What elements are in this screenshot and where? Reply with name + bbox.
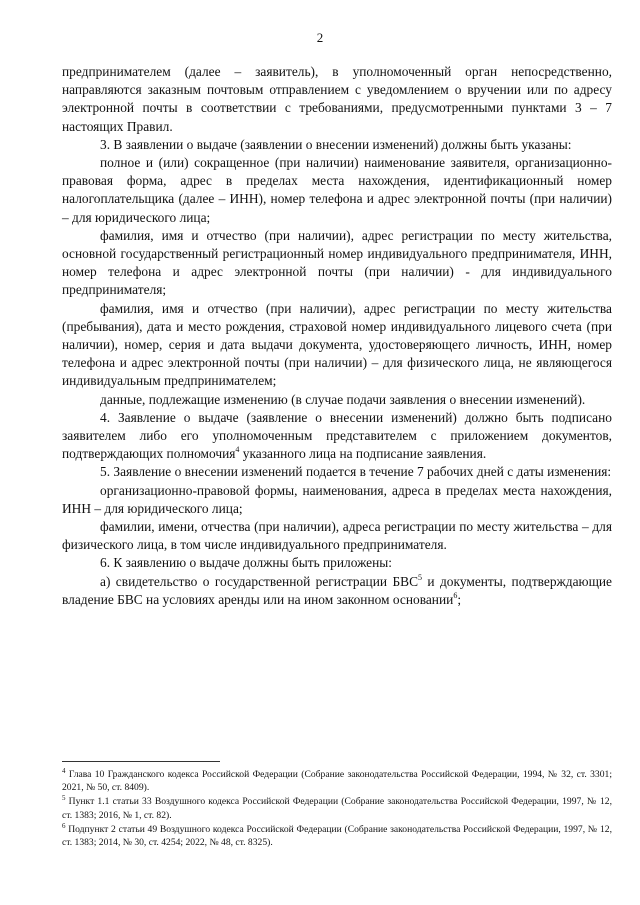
page-number: 2 — [316, 30, 324, 45]
document-body — [62, 63, 612, 609]
footnote-4: $^4$ Глава 10 Гражданского кодекса Российской Федерации (Собрание законодательства Российской Федерации, 1994, № 32, ст. 3301; 2021, № 50, ст. 8409). — [62, 767, 612, 794]
footnote-ref-6: 6 — [453, 590, 458, 600]
paragraph-section-4: 4. Заявление о выдаче (заявление о внесении изменений) должно быть подписано заявителем либо его уполномоченным представителем с приложением документов, подтверждающих полномочия$^4$ указанного лица на подписание заявления. — [62, 409, 612, 462]
footnotes — [62, 768, 612, 850]
footnote-6: $^6$ Подпункт 2 статьи 49 Воздушного кодекса Российской Федерации (Собрание законодательства Российской Федерации, 1997, № 12, ст. 1383; 2014, № 30, ст. 4254; 2022, № 48, ст. 8325). — [62, 821, 612, 849]
paragraph-individual: фамилия, имя и отчество (при наличии), адрес регистрации по месту жительства (пребывания), дата и место рождения, страховой номер индивидуального лицевого счета (при наличии), номер, серия и дата выдачи документа, удостоверяющего личность, ИНН, номер телефона и адрес электронной почты (при наличии) – для физического лица, не являющегося индивидуальным предпринимателем; — [62, 300, 612, 389]
footnote-ref-5: 5 — [418, 572, 423, 582]
paragraph-legal-entity: полное и (или) сокращенное (при наличии) наименование заявителя, организационно-правовая форма, адрес в пределах места нахождения, идентификационный номер налогоплательщика (далее – ИНН), номер телефона и адрес электронной почты (при наличии) – для юридического лица; — [62, 155, 612, 225]
footnote-divider — [62, 761, 220, 762]
paragraph-legal-entity-change: организационно-правовой формы, наименования, адреса в пределах места нахождения, ИНН – для юридического лица; — [62, 482, 612, 516]
footnote-ref-4: 4 — [235, 445, 240, 455]
paragraph-change-data: данные, подлежащие изменению (в случае подачи заявления о внесении изменений). — [100, 391, 586, 407]
paragraph-individual-entrepreneur: фамилия, имя и отчество (при наличии), адрес регистрации по месту жительства, основной государственный регистрационный номер индивидуального предпринимателя, ИНН, номер телефона и адрес электронной почты (при наличии) - для индивидуального предпринимателя; — [62, 227, 612, 298]
paragraph-section-6: 6. К заявлению о выдаче должны быть приложены: — [100, 555, 392, 571]
paragraph-individual-change: фамилии, имени, отчества (при наличии), адреса регистрации по месту жительства – для физического лица, в том числе индивидуального предпринимателя. — [62, 519, 612, 553]
paragraph-section-3: 3. В заявлении о выдаче (заявлении о внесении изменений) должны быть указаны: — [100, 136, 572, 152]
paragraph-section-6a: а) свидетельство о государственной регистрации БВС$^5$ и документы, подтверждающие владение БВС на условиях аренды или на ином законном основании$^6$; — [62, 572, 612, 607]
paragraph-section-5: 5. Заявление о внесении изменений подается в течение 7 рабочих дней с даты изменения: — [100, 464, 612, 480]
footnote-5: $^5$ Пункт 1.1 статьи 33 Воздушного кодекса Российской Федерации (Собрание законодательства Российской Федерации, 1997, № 12, ст. 1383; 2016, № 1, ст. 82). — [62, 794, 612, 821]
paragraph-continuation: предпринимателем (далее – заявитель), в уполномоченный орган непосредственно, направляются заказным почтовым отправлением с уведомлением о вручении или по адресу электронной почты в соответствии с требованиями, предусмотренными пунктами 3 – 7 настоящих Правил. — [62, 64, 612, 134]
